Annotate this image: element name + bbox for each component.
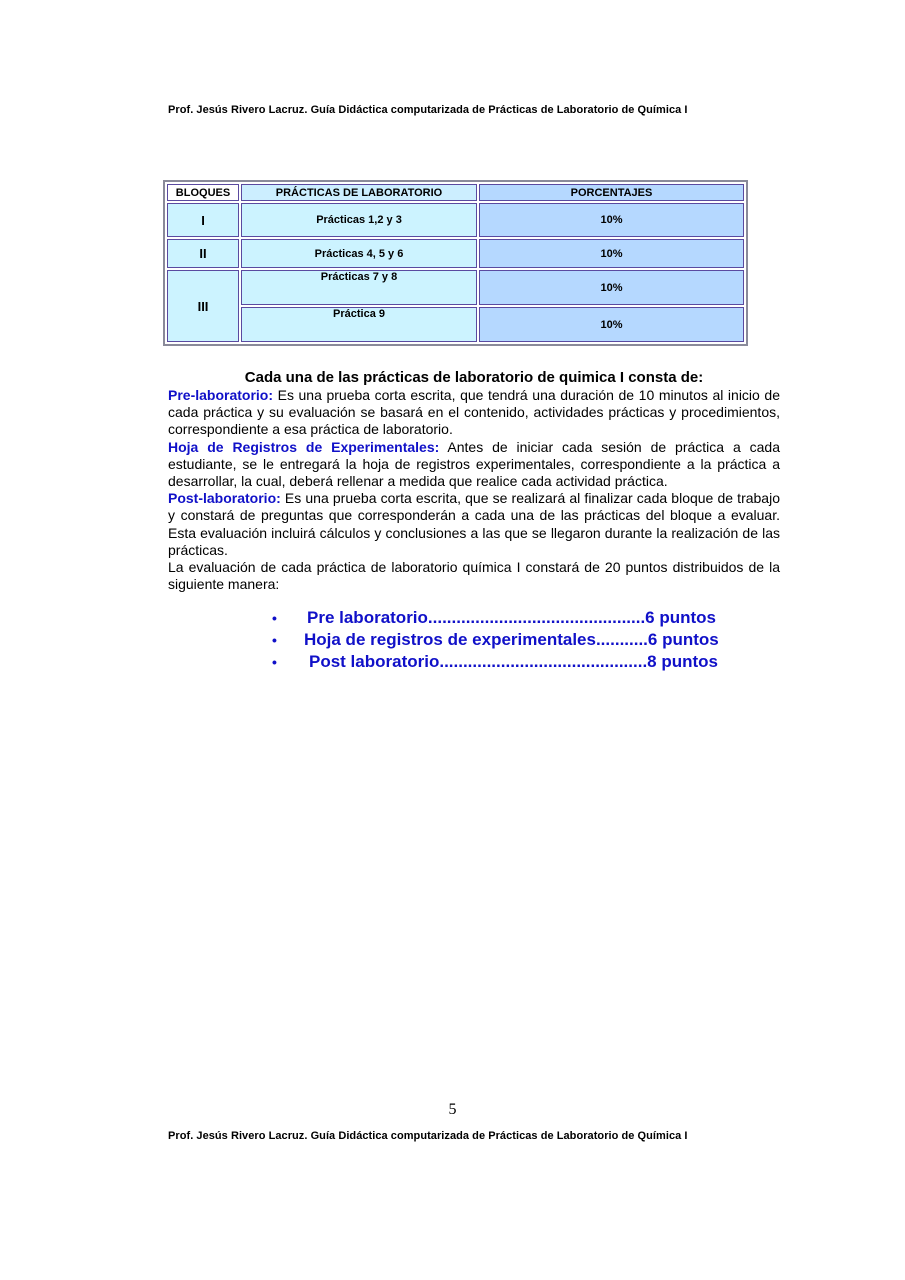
points-list bbox=[268, 607, 719, 673]
point-label: Post laboratorio............................................8 puntos bbox=[309, 652, 718, 671]
bullet-icon: • bbox=[272, 654, 277, 670]
porcentaje-cell: 10% bbox=[479, 239, 744, 268]
table-row bbox=[167, 307, 744, 342]
page-header: Prof. Jesús Rivero Lacruz. Guía Didáctica computarizada de Prácticas de Laboratorio de Química I bbox=[168, 104, 688, 116]
paragraph-hoja-registros bbox=[168, 439, 780, 491]
paragraph-text: La evaluación de cada práctica de laboratorio química I constará de 20 puntos distribuidos de la siguiente manera: bbox=[168, 559, 780, 593]
table-header-row bbox=[167, 184, 744, 201]
bloque-cell: III bbox=[167, 270, 239, 342]
paragraph-lead: Pre-laboratorio: bbox=[168, 387, 274, 403]
point-label: Hoja de registros de experimentales...........6 puntos bbox=[304, 630, 719, 649]
practica-cell: Prácticas 4, 5 y 6 bbox=[241, 239, 477, 268]
list-item bbox=[268, 651, 719, 673]
paragraph-text: Es una prueba corta escrita, que tendrá una duración de 10 minutos al inicio de cada práctica y su evaluación se basará en el contenido, actividades prácticas y procedimientos, correspondiente a esa práctica de laboratorio. bbox=[168, 387, 780, 438]
list-item bbox=[268, 607, 719, 629]
paragraph-evaluacion bbox=[168, 559, 780, 593]
porcentaje-cell: 10% bbox=[479, 270, 744, 305]
grades-table bbox=[163, 180, 748, 346]
header-practicas: PRÁCTICAS DE LABORATORIO bbox=[241, 184, 477, 201]
header-bloques: BLOQUES bbox=[167, 184, 239, 201]
paragraph-pre-laboratorio bbox=[168, 387, 780, 439]
paragraph-text: Es una prueba corta escrita, que se realizará al finalizar cada bloque de trabajo y constará de preguntas que corresponderán a cada una de las prácticas del bloque a evaluar. Esta evaluación incluirá cálculos y conclusiones a las que se llegaron durante la realización de las prácticas. bbox=[168, 490, 780, 558]
table-row bbox=[167, 203, 744, 237]
porcentaje-cell: 10% bbox=[479, 307, 744, 342]
table-row bbox=[167, 270, 744, 305]
header-porcentajes: PORCENTAJES bbox=[479, 184, 744, 201]
practica-cell: Práctica 9 bbox=[241, 307, 477, 342]
paragraph-text: Antes de iniciar cada sesión de práctica a cada estudiante, se le entregará la hoja de registros experimentales, correspondiente a la práctica a desarrollar, la cual, deberá rellenar a medida que realice cada actividad práctica. bbox=[168, 438, 780, 490]
practica-cell: Prácticas 1,2 y 3 bbox=[241, 203, 477, 237]
list-item bbox=[268, 629, 719, 651]
paragraph-post-laboratorio bbox=[168, 490, 780, 559]
paragraph-lead: Hoja de Registros de Experimentales: bbox=[168, 438, 440, 455]
page-footer: Prof. Jesús Rivero Lacruz. Guía Didáctica computarizada de Prácticas de Laboratorio de Química I bbox=[168, 1130, 688, 1142]
point-label: Pre laboratorio..............................................6 puntos bbox=[307, 608, 717, 627]
body-text bbox=[168, 387, 780, 593]
section-title: Cada una de las prácticas de laboratorio de quimica I consta de: bbox=[244, 369, 704, 386]
bullet-icon: • bbox=[272, 632, 277, 648]
table-row bbox=[167, 239, 744, 268]
bullet-icon: • bbox=[272, 610, 277, 626]
page-number: 5 bbox=[448, 1101, 457, 1118]
practica-cell: Prácticas 7 y 8 bbox=[241, 270, 477, 305]
bloque-cell: I bbox=[167, 203, 239, 237]
paragraph-lead: Post-laboratorio: bbox=[168, 490, 281, 507]
bloque-cell: II bbox=[167, 239, 239, 268]
porcentaje-cell: 10% bbox=[479, 203, 744, 237]
